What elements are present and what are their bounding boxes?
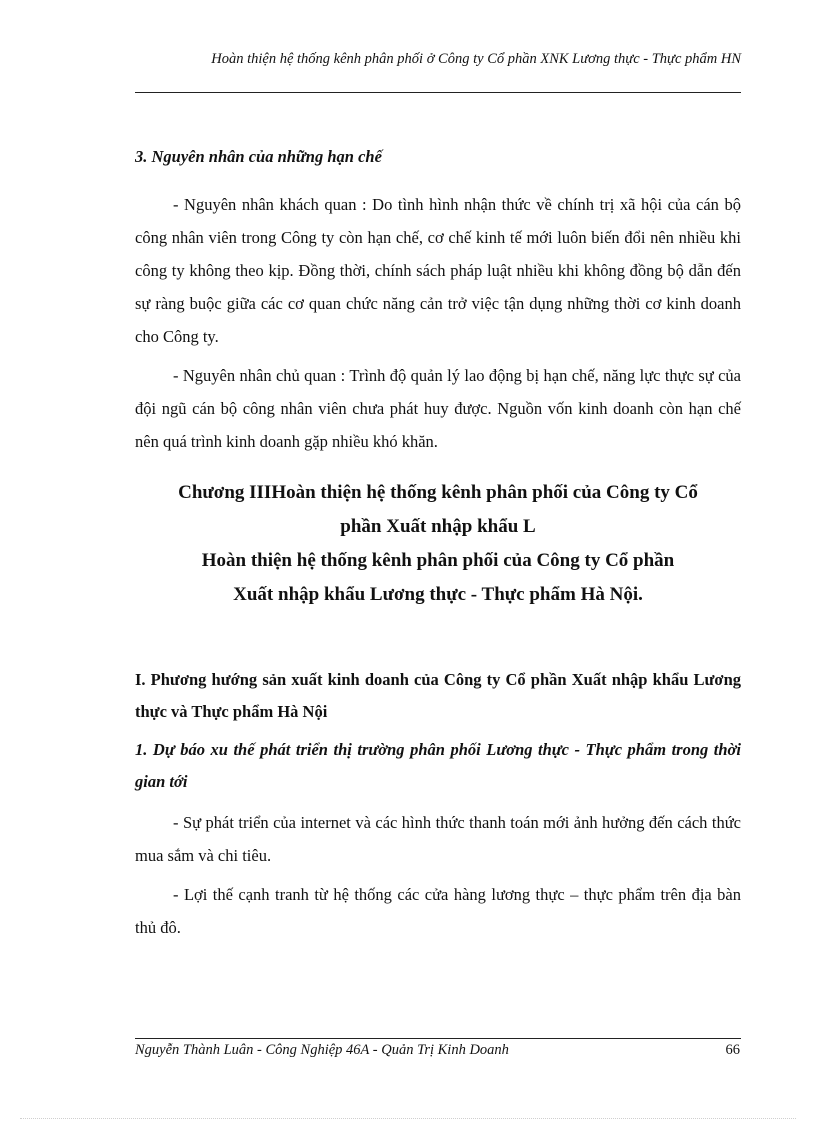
- chapter-title-line: Hoàn thiện hệ thống kênh phân phối của Công ty Cổ phần: [201, 550, 675, 571]
- subheading-forecast: 1. Dự báo xu thế phát triển thị trường phân phối Lương thực - Thực phẩm trong thời gian tới: [135, 740, 741, 791]
- section-heading-I: I. Phương hướng sản xuất kinh doanh của Công ty Cổ phần Xuất nhập khẩu Lương thực và Thực phẩm Hà Nội: [135, 670, 741, 721]
- page-number: 66: [725, 1042, 740, 1058]
- footer-rule: [135, 1038, 741, 1039]
- paragraph-objective-causes: - Nguyên nhân khách quan : Do tình hình nhận thức về chính trị xã hội của cán bộ công nhân viên trong Công ty còn hạn chế, cơ chế kinh tế mới luôn biến đổi nên nhiều khi công ty không theo kịp. Đồng thời, chính sách pháp luật nhiều khi không đồng bộ dẫn đến sự ràng buộc giữa các cơ quan chức năng cản trở việc tận dụng những thời cơ kinh doanh cho Công ty.: [135, 195, 741, 346]
- chapter-heading: [135, 476, 741, 612]
- page-bottom-dotted-line: [20, 1118, 796, 1119]
- paragraph-subjective-causes: - Nguyên nhân chủ quan : Trình độ quản lý lao động bị hạn chế, năng lực thực sự của đội ngũ cán bộ công nhân viên chưa phát huy được. Nguồn vốn kinh doanh còn hạn chế nên quá trình kinh doanh gặp nhiều khó khăn.: [135, 366, 741, 451]
- chapter-title-line: Chương IIIHoàn thiện hệ thống kênh phân phối của Công ty Cổ: [178, 482, 698, 503]
- subheading-causes: 3. Nguyên nhân của những hạn chế: [135, 147, 382, 166]
- chapter-title-line: Xuất nhập khẩu Lương thực - Thực phẩm Hà Nội.: [233, 584, 643, 605]
- chapter-title-line: phần Xuất nhập khẩu L: [340, 516, 536, 537]
- page-body: [135, 144, 741, 944]
- paragraph-competitive-advantage: - Lợi thế cạnh tranh từ hệ thống các cửa hàng lương thực – thực phẩm trên địa bàn thủ đô.: [135, 885, 741, 937]
- footer-author: Nguyễn Thành Luân - Công Nghiệp 46A - Quản Trị Kinh Doanh: [135, 1042, 509, 1058]
- paragraph-internet: - Sự phát triển của internet và các hình thức thanh toán mới ảnh hưởng đến cách thức mua sắm và chi tiêu.: [135, 813, 741, 865]
- running-header: Hoàn thiện hệ thống kênh phân phối ở Công ty Cổ phần XNK Lương thực - Thực phẩm HN: [211, 51, 741, 67]
- header-rule: [135, 92, 741, 93]
